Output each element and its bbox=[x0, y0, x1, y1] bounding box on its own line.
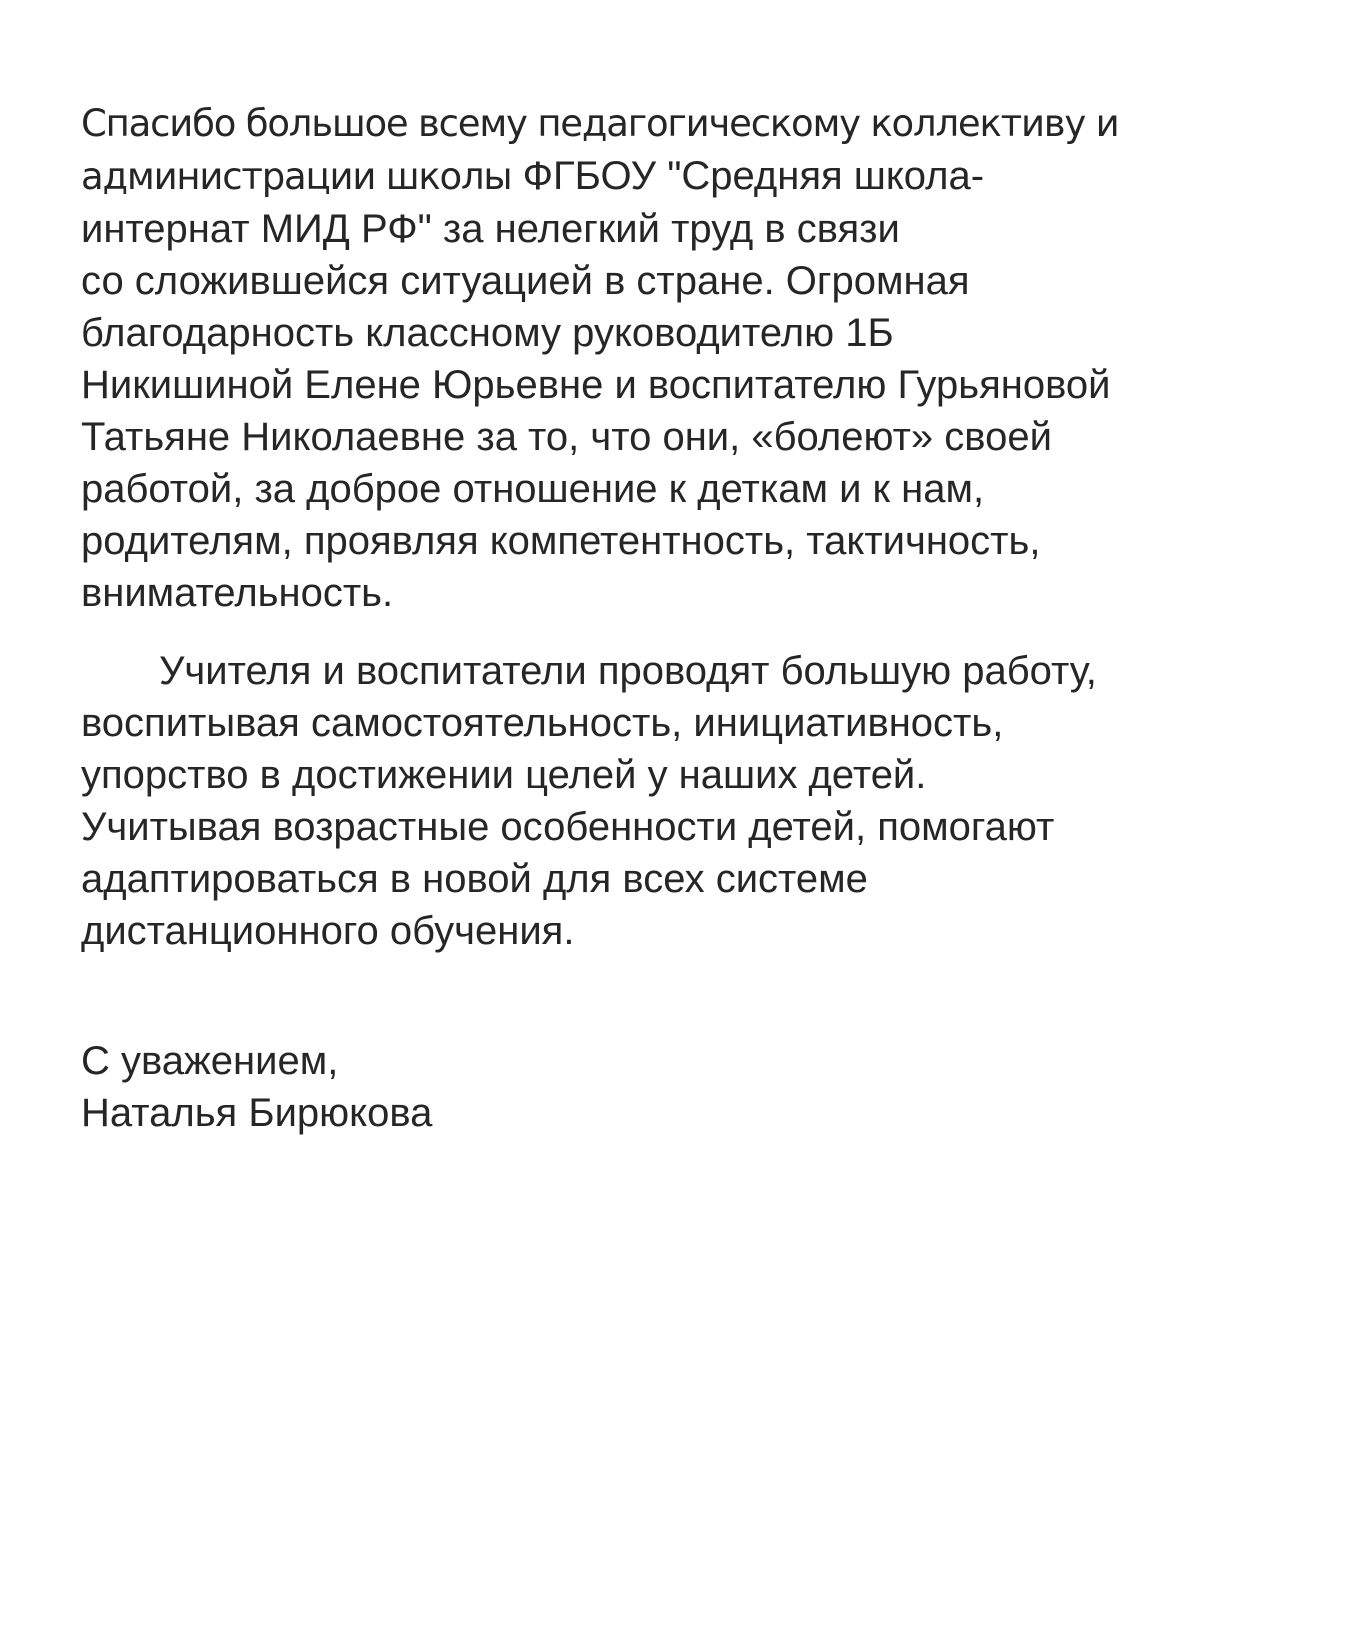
text-line: интернат МИД РФ" за нелегкий труд в связи bbox=[81, 207, 900, 251]
thank-you-letter bbox=[81, 98, 1321, 1139]
text-line: работой, за доброе отношение к деткам и к нам, bbox=[81, 467, 985, 511]
paragraph-1 bbox=[81, 98, 1321, 619]
text-line: адаптироваться в новой для всех системе bbox=[81, 857, 868, 901]
paragraph-2 bbox=[81, 645, 1321, 957]
closing-salutation: С уважением, bbox=[81, 1039, 339, 1083]
text-line bbox=[81, 645, 1321, 697]
closing-spacer bbox=[81, 957, 1321, 1035]
text-line: воспитывая самостоятельность, инициативность, bbox=[81, 701, 1004, 745]
signature-block bbox=[81, 1035, 1321, 1139]
text-line: дистанционного обучения. bbox=[81, 909, 575, 953]
text-segment: Учителя и воспитатели проводят большую работу, bbox=[159, 649, 1097, 693]
text-line: Никишиной Елене Юрьевне и воспитателю Гурьяновой bbox=[81, 363, 1111, 407]
signature-name: Наталья Бирюкова bbox=[81, 1091, 433, 1135]
text-line: упорство в достижении целей у наших детей. bbox=[81, 753, 927, 797]
text-segment: ФГБОУ "Средняя школа- bbox=[511, 154, 985, 198]
text-line: Спасибо большое всему педагогическому коллективу и bbox=[81, 102, 1119, 145]
text-line: Татьяне Николаевне за то, что они, «болеют» своей bbox=[81, 415, 1052, 459]
paragraph-spacer bbox=[81, 619, 1321, 645]
text-segment: администрации школы bbox=[81, 155, 512, 198]
text-line: внимательность. bbox=[81, 571, 394, 615]
text-line: благодарность классному руководителю 1Б bbox=[81, 311, 894, 355]
text-line bbox=[81, 150, 1321, 203]
text-line: Учитывая возрастные особенности детей, помогают bbox=[81, 805, 1055, 849]
text-line: родителям, проявляя компетентность, тактичность, bbox=[81, 519, 1041, 563]
text-line: со сложившейся ситуацией в стране. Огромная bbox=[81, 259, 970, 303]
